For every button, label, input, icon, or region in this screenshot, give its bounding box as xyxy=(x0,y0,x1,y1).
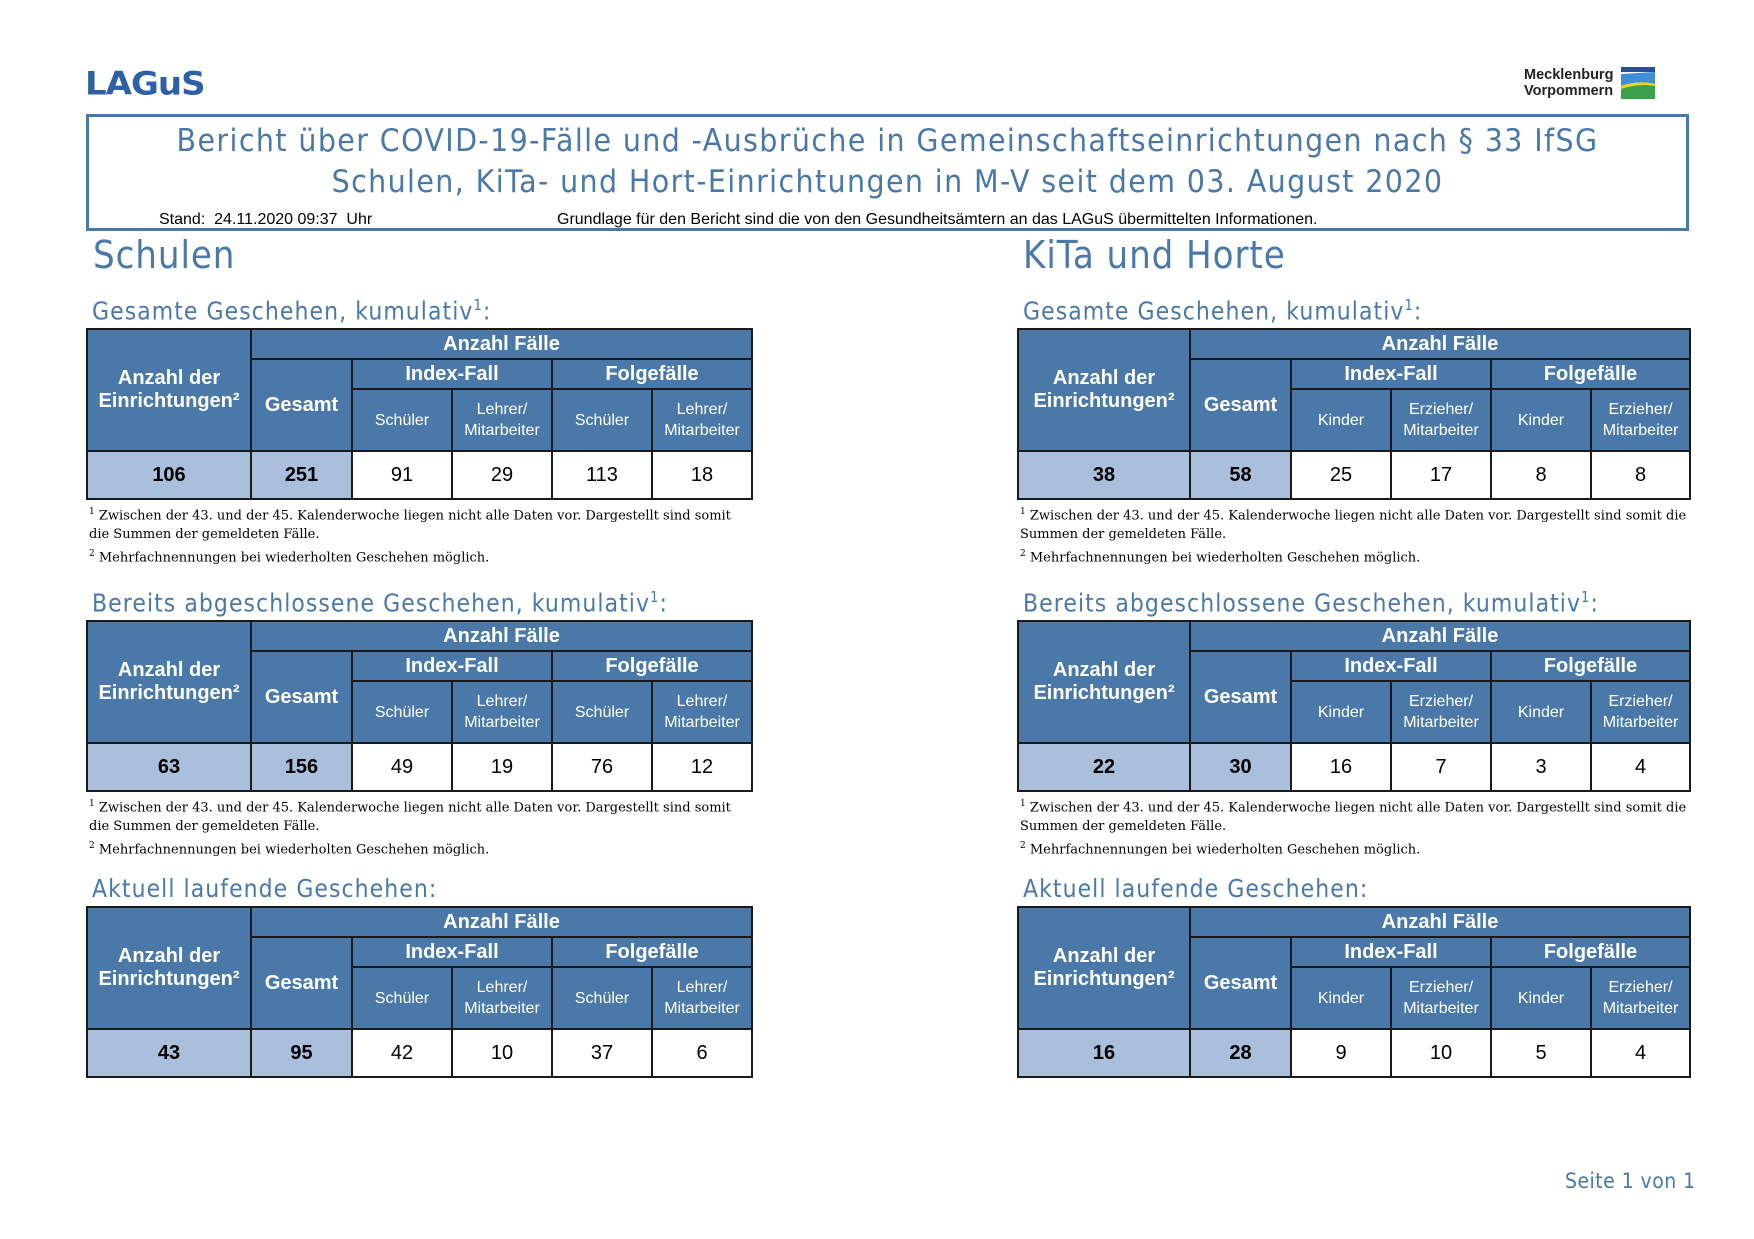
report-basis-note: Grundlage für den Bericht sind die von den Gesundheitsämtern an das LAGuS übermittelten Informationen. xyxy=(557,211,1318,228)
header-kinder: Kinder xyxy=(1491,389,1591,451)
subtitle-kita-gesamt: Gesamte Geschehen, kumulativ$^1$: xyxy=(1023,296,1423,326)
header-anzahl-faelle: Anzahl Fälle xyxy=(251,907,752,937)
cell-index-schueler: 42 xyxy=(352,1029,452,1077)
cell-einrichtungen: 43 xyxy=(87,1029,251,1077)
table-kita-laufend xyxy=(1017,906,1691,1078)
footnote-1: $^1$ Zwischen der 43. und der 45. Kalenderwoche liegen nicht alle Daten vor. Dargestellt sind somit die Summen der gemeldeten Fälle. xyxy=(1020,507,1687,543)
cell-einrichtungen: 38 xyxy=(1018,451,1190,499)
header-gesamt: Gesamt xyxy=(1190,651,1291,743)
cell-folge-lehrer: 18 xyxy=(652,451,752,499)
mv-flag-icon xyxy=(1619,66,1657,100)
header-erzieher: Erzieher/ Mitarbeiter xyxy=(1591,681,1690,743)
header-kinder: Kinder xyxy=(1491,967,1591,1029)
subtitle-schulen-gesamt: Gesamte Geschehen, kumulativ$^1$: xyxy=(92,296,492,326)
report-header xyxy=(86,114,1689,231)
cell-einrichtungen: 22 xyxy=(1018,743,1190,791)
header-einrichtungen: Anzahl der Einrichtungen² xyxy=(87,329,251,451)
report-stand: Stand: 24.11.2020 09:37 Uhr xyxy=(159,211,373,228)
section-title-schulen: Schulen xyxy=(93,233,236,277)
header-schueler: Schüler xyxy=(352,389,452,451)
header-index-fall: Index-Fall xyxy=(1291,937,1491,967)
cell-folge-erzieher: 4 xyxy=(1591,743,1690,791)
footnote-2: $^2$ Mehrfachnennungen bei wiederholten Geschehen möglich. xyxy=(89,841,490,858)
header-lehrer: Lehrer/ Mitarbeiter xyxy=(452,967,552,1029)
cell-index-lehrer: 19 xyxy=(452,743,552,791)
header-gesamt: Gesamt xyxy=(1190,937,1291,1029)
cell-gesamt: 156 xyxy=(251,743,352,791)
header-lehrer: Lehrer/ Mitarbeiter xyxy=(452,389,552,451)
header-lehrer: Lehrer/ Mitarbeiter xyxy=(452,681,552,743)
cell-folge-lehrer: 6 xyxy=(652,1029,752,1077)
cell-folge-schueler: 37 xyxy=(552,1029,652,1077)
footnote-2: $^2$ Mehrfachnennungen bei wiederholten Geschehen möglich. xyxy=(1020,841,1421,858)
cell-folge-schueler: 76 xyxy=(552,743,652,791)
header-lehrer: Lehrer/ Mitarbeiter xyxy=(652,681,752,743)
header-erzieher: Erzieher/ Mitarbeiter xyxy=(1591,389,1690,451)
footnote-1: $^1$ Zwischen der 43. und der 45. Kalenderwoche liegen nicht alle Daten vor. Dargestellt sind somit die Summen der gemeldeten Fälle. xyxy=(89,507,731,543)
table-schulen-laufend xyxy=(86,906,753,1078)
footnote-1: $^1$ Zwischen der 43. und der 45. Kalenderwoche liegen nicht alle Daten vor. Dargestellt sind somit die Summen der gemeldeten Fälle. xyxy=(1020,799,1687,835)
header-folgefaelle: Folgefälle xyxy=(552,937,752,967)
report-title xyxy=(153,121,1622,203)
subtitle-kita-abgeschlossen: Bereits abgeschlossene Geschehen, kumulativ$^1$: xyxy=(1023,588,1599,618)
header-schueler: Schüler xyxy=(352,967,452,1029)
header-index-fall: Index-Fall xyxy=(352,651,552,681)
cell-index-kinder: 16 xyxy=(1291,743,1391,791)
cell-index-erzieher: 10 xyxy=(1391,1029,1491,1077)
cell-folge-kinder: 8 xyxy=(1491,451,1591,499)
report-title-line1: Bericht über COVID-19-Fälle und -Ausbrüche in Gemeinschaftseinrichtungen nach § 33 IfSG xyxy=(176,123,1599,159)
cell-index-kinder: 25 xyxy=(1291,451,1391,499)
subtitle-schulen-laufend: Aktuell laufende Geschehen: xyxy=(92,874,438,903)
cell-gesamt: 58 xyxy=(1190,451,1291,499)
cell-folge-kinder: 3 xyxy=(1491,743,1591,791)
footnote-2: $^2$ Mehrfachnennungen bei wiederholten Geschehen möglich. xyxy=(89,549,490,566)
header-anzahl-faelle: Anzahl Fälle xyxy=(251,621,752,651)
mv-logo xyxy=(1524,66,1657,100)
cell-gesamt: 251 xyxy=(251,451,352,499)
header-kinder: Kinder xyxy=(1491,681,1591,743)
header-erzieher: Erzieher/ Mitarbeiter xyxy=(1591,967,1690,1029)
table-schulen-abgeschlossen xyxy=(86,620,753,792)
header-einrichtungen: Anzahl der Einrichtungen² xyxy=(87,907,251,1029)
header-einrichtungen: Anzahl der Einrichtungen² xyxy=(1018,907,1190,1029)
header-schueler: Schüler xyxy=(552,681,652,743)
cell-gesamt: 30 xyxy=(1190,743,1291,791)
header-gesamt: Gesamt xyxy=(1190,359,1291,451)
cell-index-lehrer: 29 xyxy=(452,451,552,499)
cell-einrichtungen: 106 xyxy=(87,451,251,499)
header-einrichtungen: Anzahl der Einrichtungen² xyxy=(87,621,251,743)
header-index-fall: Index-Fall xyxy=(352,359,552,389)
header-index-fall: Index-Fall xyxy=(1291,651,1491,681)
cell-einrichtungen: 16 xyxy=(1018,1029,1190,1077)
cell-index-schueler: 49 xyxy=(352,743,452,791)
table-kita-gesamt xyxy=(1017,328,1691,500)
header-kinder: Kinder xyxy=(1291,681,1391,743)
header-index-fall: Index-Fall xyxy=(352,937,552,967)
cell-index-schueler: 91 xyxy=(352,451,452,499)
header-folgefaelle: Folgefälle xyxy=(552,651,752,681)
header-kinder: Kinder xyxy=(1291,967,1391,1029)
header-gesamt: Gesamt xyxy=(251,937,352,1029)
header-lehrer: Lehrer/ Mitarbeiter xyxy=(652,967,752,1029)
header-anzahl-faelle: Anzahl Fälle xyxy=(1190,329,1690,359)
table-kita-abgeschlossen xyxy=(1017,620,1691,792)
header-index-fall: Index-Fall xyxy=(1291,359,1491,389)
footnote-2: $^2$ Mehrfachnennungen bei wiederholten Geschehen möglich. xyxy=(1020,549,1421,566)
cell-folge-lehrer: 12 xyxy=(652,743,752,791)
header-anzahl-faelle: Anzahl Fälle xyxy=(251,329,752,359)
footnote-1: $^1$ Zwischen der 43. und der 45. Kalenderwoche liegen nicht alle Daten vor. Dargestellt sind somit die Summen der gemeldeten Fälle. xyxy=(89,799,731,835)
cell-folge-schueler: 113 xyxy=(552,451,652,499)
cell-gesamt: 95 xyxy=(251,1029,352,1077)
lagus-logo: LAGuS xyxy=(85,65,205,103)
header-schueler: Schüler xyxy=(352,681,452,743)
cell-einrichtungen: 63 xyxy=(87,743,251,791)
cell-gesamt: 28 xyxy=(1190,1029,1291,1077)
header-schueler: Schüler xyxy=(552,389,652,451)
subtitle-kita-laufend: Aktuell laufende Geschehen: xyxy=(1023,874,1369,903)
header-erzieher: Erzieher/ Mitarbeiter xyxy=(1391,967,1491,1029)
header-schueler: Schüler xyxy=(552,967,652,1029)
page-number: Seite 1 von 1 xyxy=(1565,1169,1696,1193)
header-folgefaelle: Folgefälle xyxy=(1491,937,1690,967)
header-gesamt: Gesamt xyxy=(251,359,352,451)
cell-index-lehrer: 10 xyxy=(452,1029,552,1077)
header-folgefaelle: Folgefälle xyxy=(1491,651,1690,681)
header-erzieher: Erzieher/ Mitarbeiter xyxy=(1391,389,1491,451)
subtitle-schulen-abgeschlossen: Bereits abgeschlossene Geschehen, kumulativ$^1$: xyxy=(92,588,668,618)
mv-logo-line2: Vorpommern xyxy=(1524,83,1614,99)
header-anzahl-faelle: Anzahl Fälle xyxy=(1190,621,1690,651)
header-einrichtungen: Anzahl der Einrichtungen² xyxy=(1018,329,1190,451)
header-anzahl-faelle: Anzahl Fälle xyxy=(1190,907,1690,937)
table-schulen-gesamt xyxy=(86,328,753,500)
header-gesamt: Gesamt xyxy=(251,651,352,743)
cell-folge-kinder: 5 xyxy=(1491,1029,1591,1077)
header-einrichtungen: Anzahl der Einrichtungen² xyxy=(1018,621,1190,743)
section-title-kita: KiTa und Horte xyxy=(1023,233,1286,277)
cell-folge-erzieher: 8 xyxy=(1591,451,1690,499)
report-title-line2: Schulen, KiTa- und Hort-Einrichtungen in M-V seit dem 03. August 2020 xyxy=(331,164,1444,200)
mv-logo-line1: Mecklenburg xyxy=(1524,67,1614,83)
cell-folge-erzieher: 4 xyxy=(1591,1029,1690,1077)
cell-index-kinder: 9 xyxy=(1291,1029,1391,1077)
header-lehrer: Lehrer/ Mitarbeiter xyxy=(652,389,752,451)
cell-index-erzieher: 17 xyxy=(1391,451,1491,499)
header-folgefaelle: Folgefälle xyxy=(1491,359,1690,389)
header-erzieher: Erzieher/ Mitarbeiter xyxy=(1391,681,1491,743)
cell-index-erzieher: 7 xyxy=(1391,743,1491,791)
header-folgefaelle: Folgefälle xyxy=(552,359,752,389)
header-kinder: Kinder xyxy=(1291,389,1391,451)
